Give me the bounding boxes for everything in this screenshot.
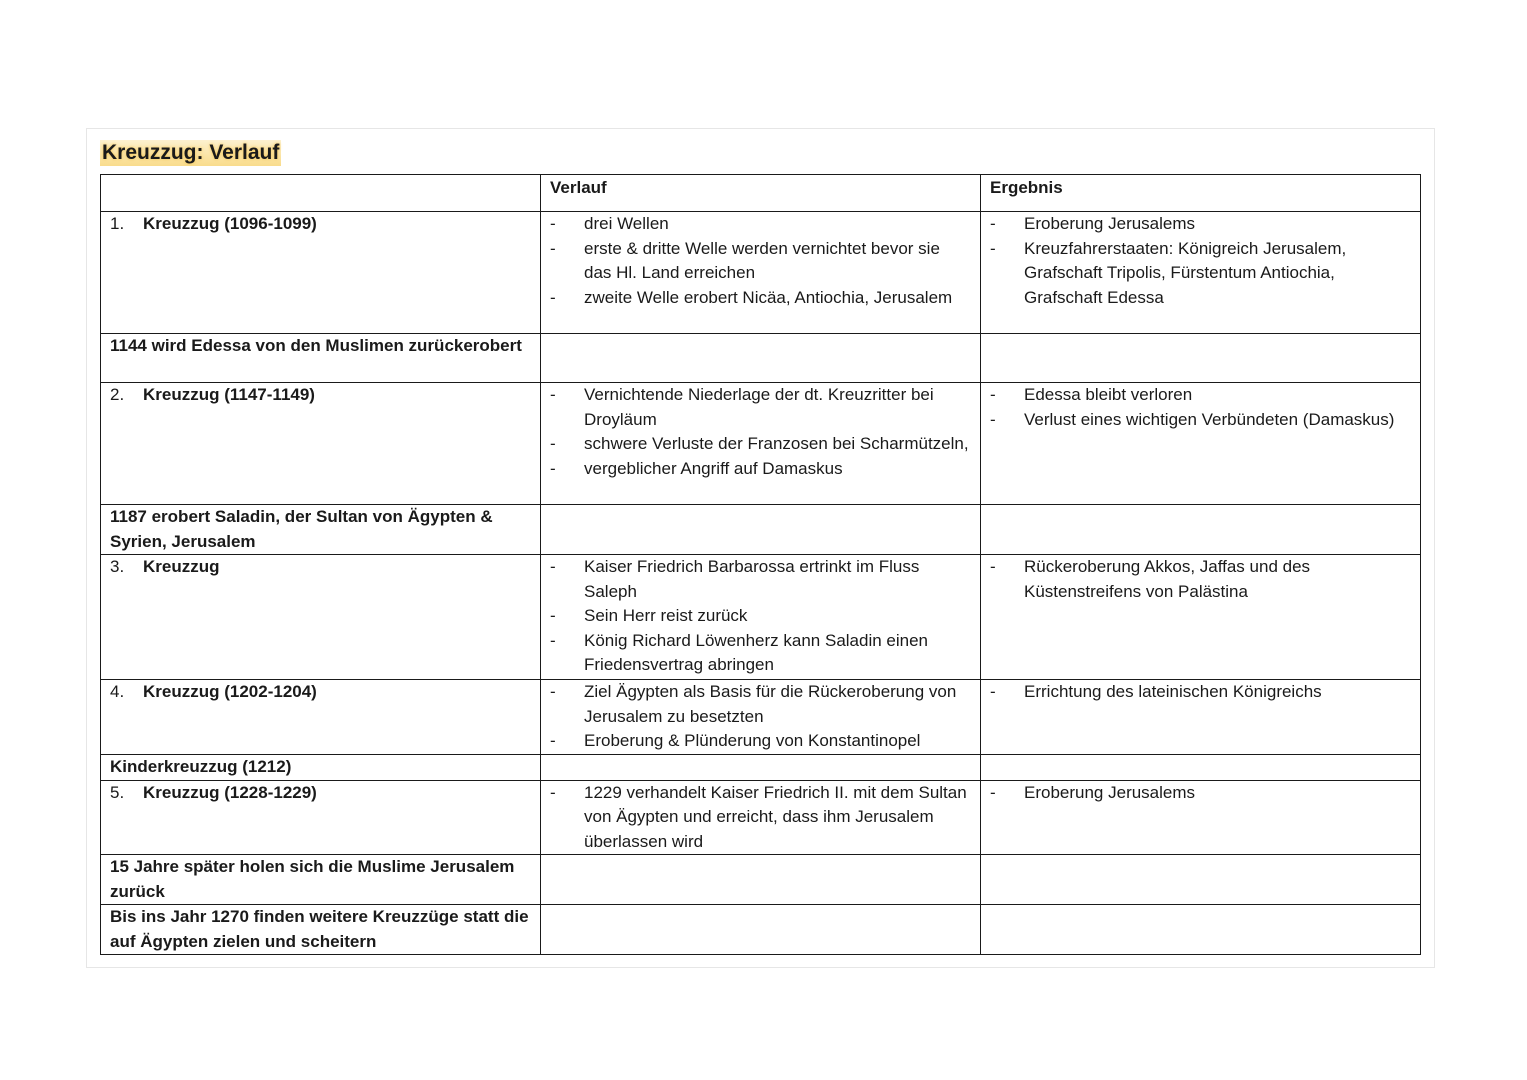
table-row bbox=[101, 780, 1421, 855]
verlauf-item: - drei Wellen bbox=[550, 212, 972, 237]
row-number: 3. bbox=[110, 557, 125, 576]
row-label-cell bbox=[101, 383, 541, 505]
ergebnis-cell bbox=[981, 334, 1421, 383]
ergebnis-item: - Eroberung Jerusalems bbox=[990, 212, 1412, 237]
row-number: 2. bbox=[110, 385, 125, 404]
verlauf-item: - erste & dritte Welle werden vernichtet bevor sie das Hl. Land erreichen bbox=[550, 237, 972, 286]
header-ergebnis: Ergebnis bbox=[981, 175, 1421, 212]
table-row bbox=[101, 555, 1421, 680]
row-label-cell bbox=[101, 212, 541, 334]
ergebnis-item: - Kreuzfahrerstaaten: Königreich Jerusalem, Grafschaft Tripolis, Fürstentum Antiochia, Grafschaft Edessa bbox=[990, 237, 1412, 311]
row-label: Bis ins Jahr 1270 finden weitere Kreuzzüge statt die auf Ägypten zielen und scheitern bbox=[101, 905, 541, 955]
verlauf-cell bbox=[541, 212, 981, 334]
verlauf-cell bbox=[541, 780, 981, 855]
table-row bbox=[101, 505, 1421, 555]
verlauf-cell bbox=[541, 905, 981, 955]
row-number: 4. bbox=[110, 682, 125, 701]
header-verlauf: Verlauf bbox=[541, 175, 981, 212]
ergebnis-item: - Errichtung des lateinischen Königreichs bbox=[990, 680, 1412, 705]
row-label: Kreuzzug (1096-1099) bbox=[143, 214, 317, 233]
ergebnis-item: - Eroberung Jerusalems bbox=[990, 781, 1412, 806]
verlauf-item: - 1229 verhandelt Kaiser Friedrich II. mit dem Sultan von Ägypten und erreicht, dass ihm Jerusalem überlassen wird bbox=[550, 781, 972, 855]
ergebnis-cell bbox=[981, 555, 1421, 680]
row-label-cell bbox=[101, 680, 541, 755]
verlauf-cell bbox=[541, 755, 981, 781]
verlauf-item: - Eroberung & Plünderung von Konstantinopel bbox=[550, 729, 972, 754]
verlauf-item: - zweite Welle erobert Nicäa, Antiochia, Jerusalem bbox=[550, 286, 972, 311]
verlauf-item: - Kaiser Friedrich Barbarossa ertrinkt im Fluss Saleph bbox=[550, 555, 972, 604]
verlauf-item: - Sein Herr reist zurück bbox=[550, 604, 972, 629]
verlauf-cell bbox=[541, 505, 981, 555]
table-row bbox=[101, 383, 1421, 505]
ergebnis-cell bbox=[981, 905, 1421, 955]
ergebnis-item: - Edessa bleibt verloren bbox=[990, 383, 1412, 408]
row-label: Kinderkreuzzug (1212) bbox=[101, 755, 541, 781]
table-row bbox=[101, 212, 1421, 334]
verlauf-item: - vergeblicher Angriff auf Damaskus bbox=[550, 457, 972, 482]
ergebnis-item: - Verlust eines wichtigen Verbündeten (Damaskus) bbox=[990, 408, 1412, 433]
header-empty bbox=[101, 175, 541, 212]
row-label: 1187 erobert Saladin, der Sultan von Ägypten & Syrien, Jerusalem bbox=[101, 505, 541, 555]
row-label: 15 Jahre später holen sich die Muslime Jerusalem zurück bbox=[101, 855, 541, 905]
row-label-cell bbox=[101, 780, 541, 855]
verlauf-cell bbox=[541, 334, 981, 383]
crusades-table bbox=[100, 174, 1421, 955]
row-label: Kreuzzug (1228-1229) bbox=[143, 782, 317, 802]
verlauf-cell bbox=[541, 383, 981, 505]
row-number: 5. bbox=[110, 782, 125, 802]
ergebnis-cell bbox=[981, 755, 1421, 781]
row-number: 1. bbox=[110, 214, 125, 233]
verlauf-item: - König Richard Löwenherz kann Saladin einen Friedensvertrag abringen bbox=[550, 629, 972, 678]
ergebnis-cell bbox=[981, 855, 1421, 905]
document-title: Kreuzzug: Verlauf bbox=[102, 141, 280, 164]
row-label: 1144 wird Edessa von den Muslimen zurückerobert bbox=[101, 334, 541, 383]
ergebnis-cell bbox=[981, 780, 1421, 855]
verlauf-item: - schwere Verluste der Franzosen bei Scharmützeln, bbox=[550, 432, 972, 457]
verlauf-cell bbox=[541, 855, 981, 905]
table-row bbox=[101, 755, 1421, 781]
verlauf-cell bbox=[541, 555, 981, 680]
table-row bbox=[101, 680, 1421, 755]
verlauf-cell bbox=[541, 680, 981, 755]
table-row bbox=[101, 334, 1421, 383]
ergebnis-cell bbox=[981, 212, 1421, 334]
row-label: Kreuzzug (1147-1149) bbox=[143, 385, 315, 404]
row-label: Kreuzzug bbox=[143, 557, 220, 576]
table-row bbox=[101, 855, 1421, 905]
ergebnis-cell bbox=[981, 505, 1421, 555]
table-header-row bbox=[101, 175, 1421, 212]
ergebnis-cell bbox=[981, 680, 1421, 755]
verlauf-item: - Vernichtende Niederlage der dt. Kreuzritter bei Droyläum bbox=[550, 383, 972, 432]
row-label: Kreuzzug (1202-1204) bbox=[143, 682, 317, 701]
table-row bbox=[101, 905, 1421, 955]
ergebnis-item: - Rückeroberung Akkos, Jaffas und des Küstenstreifens von Palästina bbox=[990, 555, 1412, 604]
verlauf-item: - Ziel Ägypten als Basis für die Rückeroberung von Jerusalem zu besetzten bbox=[550, 680, 972, 729]
row-label-cell bbox=[101, 555, 541, 680]
ergebnis-cell bbox=[981, 383, 1421, 505]
